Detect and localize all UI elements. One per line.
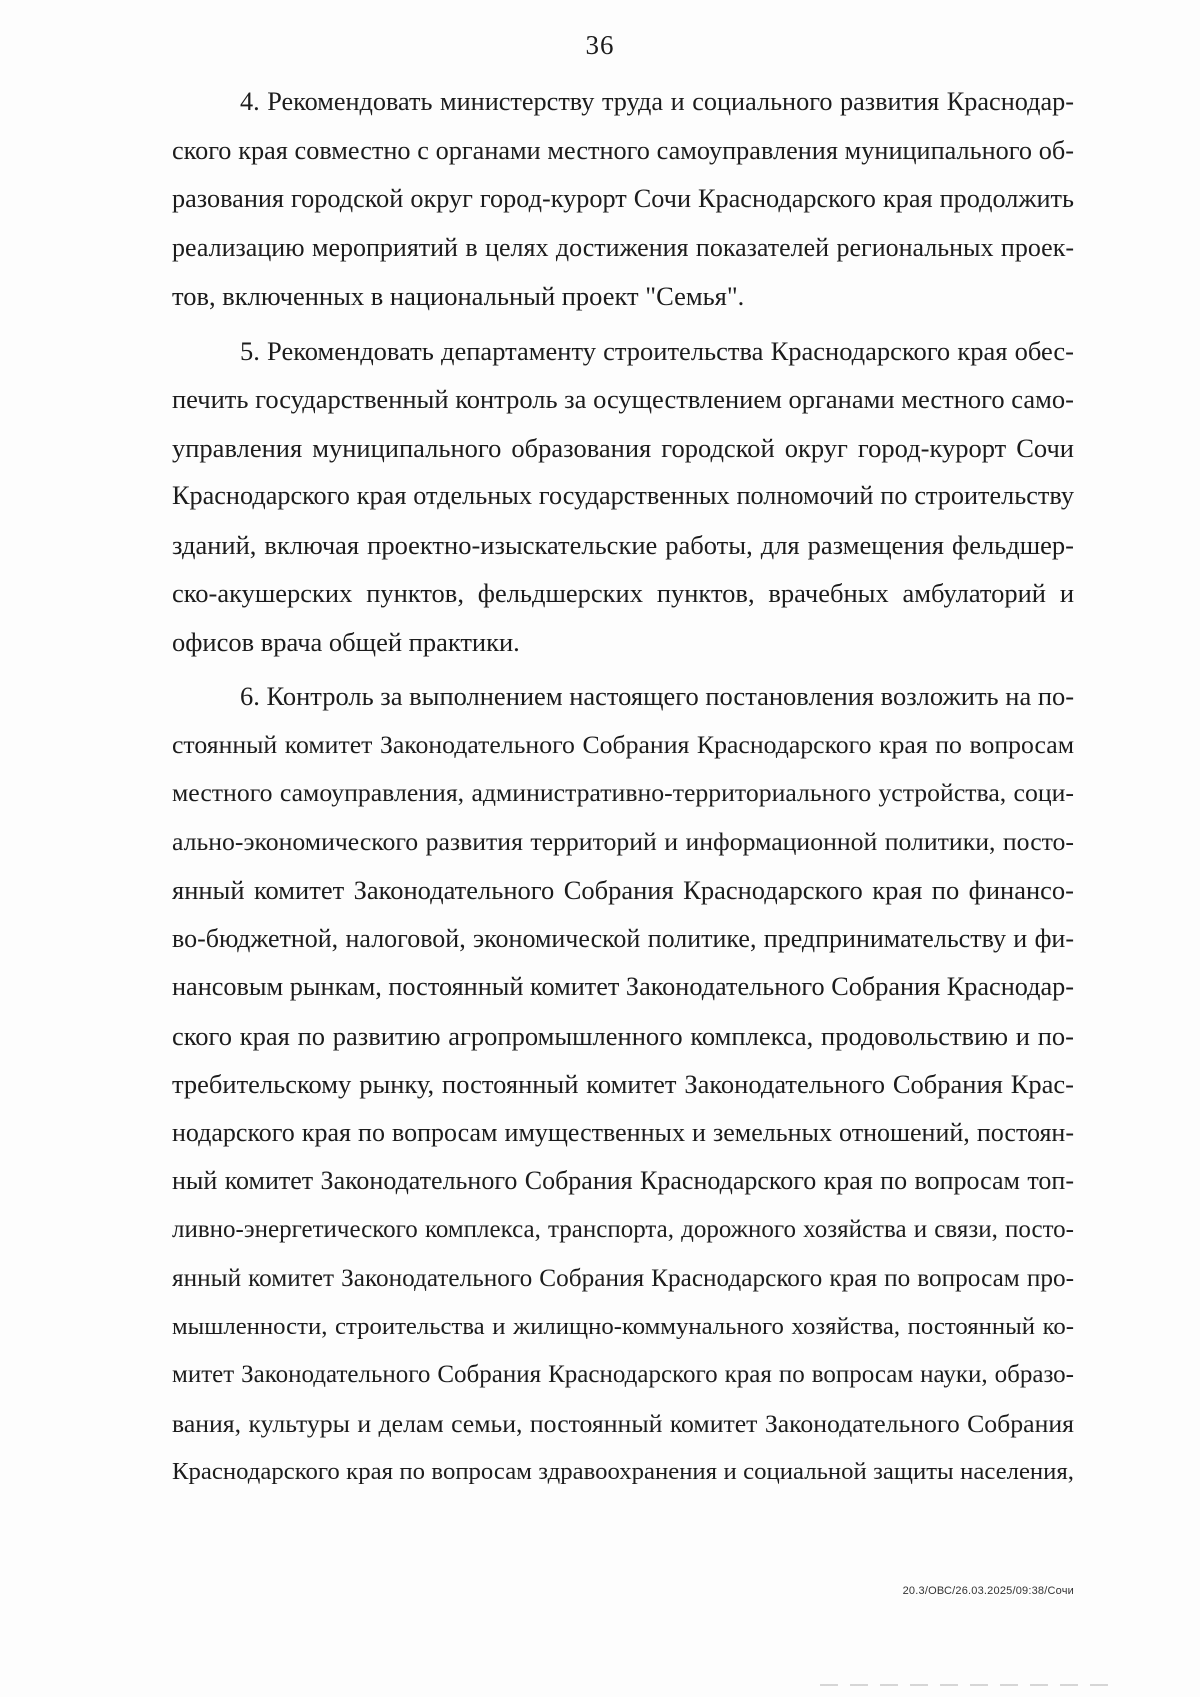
paragraph-line: Краснодарского края по вопросам здравоохранения и социальной защиты населения, [172, 1458, 1074, 1485]
paragraph-line: тов, включенных в национальный проект "Семья". [172, 281, 745, 311]
paragraph-line: зданий, включая проектно-изыскательские работы, для размещения фельдшер- [172, 529, 1074, 560]
paragraph-line: янный комитет Законодательного Собрания Краснодарского края по финансо- [172, 875, 1074, 905]
paragraph-line: 5. Рекомендовать департаменту строительства Краснодарского края обес- [240, 335, 1074, 366]
paragraph-line: ный комитет Законодательного Собрания Краснодарского края по вопросам топ- [172, 1166, 1074, 1195]
paragraph-line: 6. Контроль за выполнением настоящего постановления возложить на по- [240, 681, 1075, 711]
paragraph-line: реализацию мероприятий в целях достижения показателей региональных проек- [172, 232, 1074, 262]
paragraph-6 [172, 672, 1074, 1497]
paragraph-line: требительскому рынку, постоянный комитет Законодательного Собрания Крас- [172, 1069, 1074, 1099]
paragraph-5 [172, 327, 1074, 667]
paragraph-line: митет Законодательного Собрания Краснодарского края по вопросам науки, образо- [172, 1361, 1074, 1388]
paragraph-line: вания, культуры и делам семьи, постоянный комитет Законодательного Собрания [172, 1408, 1074, 1438]
paragraph-line: нансовым рынкам, постоянный комитет Законодательного Собрания Краснодар- [172, 972, 1074, 1001]
paragraph-line: стоянный комитет Законодательного Собрания Краснодарского края по вопросам [172, 729, 1074, 759]
document-body [172, 78, 1074, 1497]
paragraph-line: 4. Рекомендовать министерству труда и социального развития Краснодар- [240, 87, 1074, 116]
paragraph-line: местного самоуправления, административно-территориального устройства, соци- [172, 778, 1074, 807]
paragraph-line: ского края по развитию агропромышленного комплекса, продовольствию и по- [172, 1020, 1074, 1051]
page-number: 36 [585, 30, 615, 60]
scan-edge-artifact [820, 1684, 1120, 1686]
paragraph-line: мышленности, строительства и жилищно-коммунального хозяйства, постоянный ко- [172, 1312, 1074, 1340]
paragraph-line: ливно-энергетического комплекса, транспорта, дорожного хозяйства и связи, посто- [172, 1215, 1074, 1243]
paragraph-line: ско-акушерских пунктов, фельдшерских пунктов, врачебных амбулаторий и [172, 578, 1074, 608]
paragraph-line: ского края совместно с органами местного самоуправления муниципального об- [172, 135, 1074, 165]
paragraph-line: управления муниципального образования городской округ город-курорт Сочи [172, 432, 1074, 463]
paragraph-line: печить государственный контроль за осуществлением органами местного само- [172, 384, 1074, 414]
paragraph-4 [172, 78, 1074, 321]
paragraph-line: во-бюджетной, налоговой, экономической политике, предпринимательству и фи- [172, 923, 1074, 953]
paragraph-line: Краснодарского края отдельных государственных полномочий по строительству [172, 481, 1074, 510]
paragraph-line: янный комитет Законодательного Собрания Краснодарского края по вопросам про- [172, 1264, 1074, 1292]
paragraph-line: офисов врача общей практики. [172, 626, 520, 657]
document-registration-code: 20.3/ОВС/26.03.2025/09:38/Сочи [902, 1585, 1074, 1597]
paragraph-line: ально-экономического развития территорий и информационной политики, посто- [172, 826, 1074, 856]
paragraph-line: нодарского края по вопросам имущественных и земельных отношений, постоян- [172, 1117, 1074, 1147]
paragraph-line: разования городской округ город-курорт Сочи Краснодарского края продолжить [172, 184, 1074, 213]
